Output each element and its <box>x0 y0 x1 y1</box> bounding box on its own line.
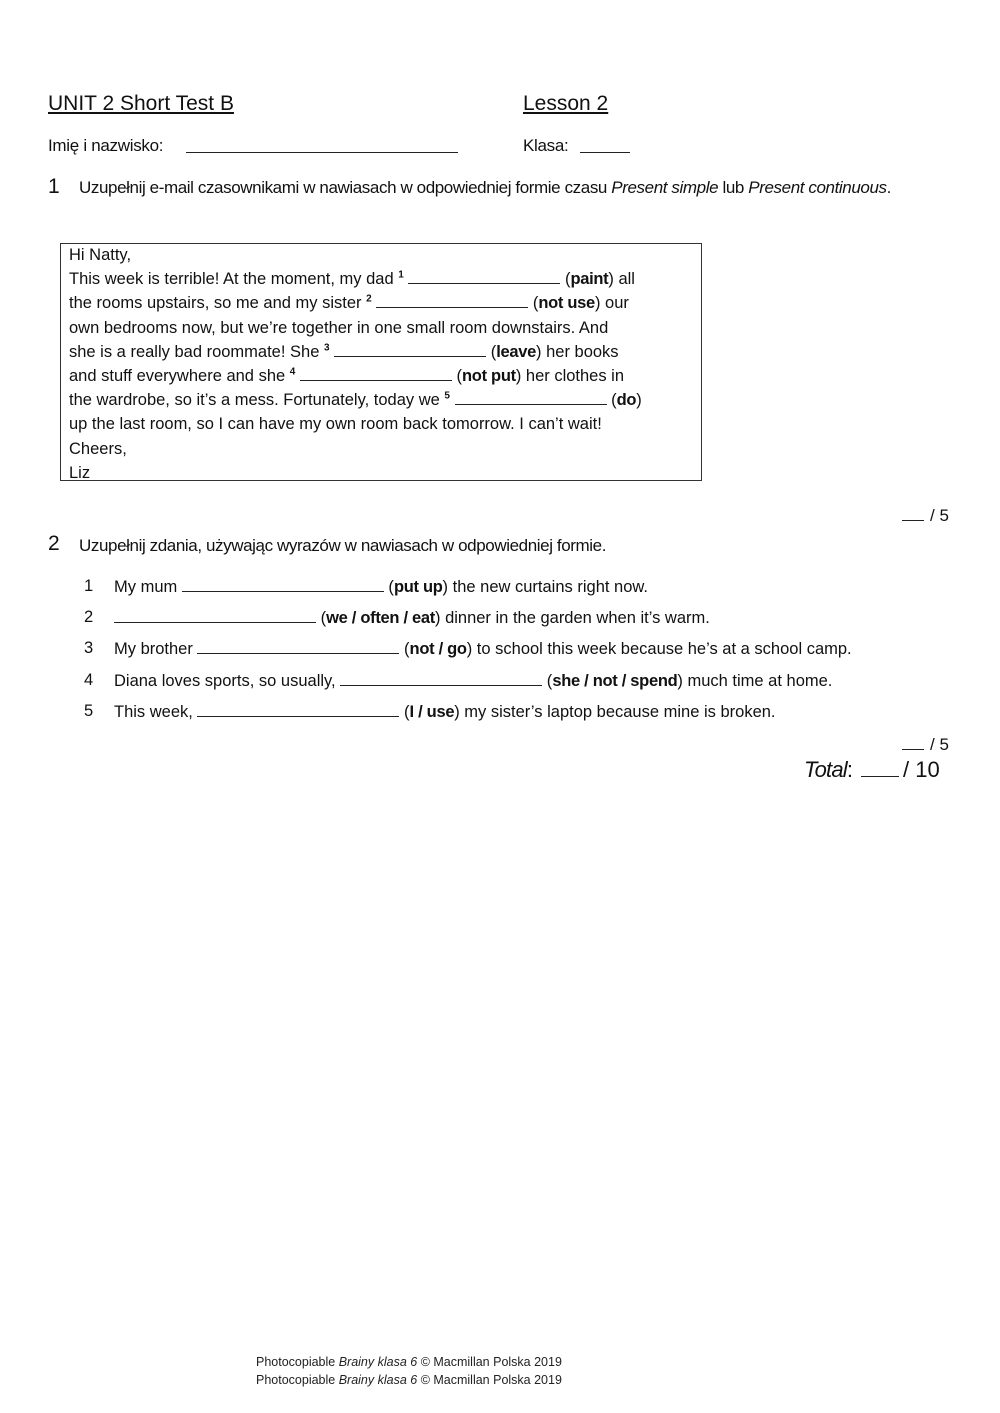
gap-5-blank[interactable] <box>455 390 607 405</box>
sentence-5-verb: I / use <box>409 703 455 721</box>
email-sign-off: Cheers, <box>69 439 127 458</box>
footer-prefix: Photocopiable <box>256 1373 339 1387</box>
sentence-text: My brother (not / go) to school this week because he’s at a school camp. <box>114 640 852 658</box>
email-text: ) her books <box>536 342 619 361</box>
email-text: the rooms upstairs, so me and my sister <box>69 294 367 313</box>
task1-instruction-italic-1: Present simple <box>611 178 719 197</box>
sentence-number: 1 <box>84 577 94 595</box>
sentence-row <box>84 639 964 663</box>
gap-number: 5 <box>444 390 450 402</box>
footer-book: Brainy klasa 6 <box>338 1355 418 1369</box>
gap-number: 3 <box>323 342 330 354</box>
email-text: the wardrobe, so it’s a mess. Fortunately, today we <box>69 391 445 410</box>
total-label: Total <box>804 757 847 782</box>
sentence-after: ) to school this week because he’s at a school camp. <box>466 640 852 658</box>
sentence-row <box>84 702 964 726</box>
email-text: ) her clothes in <box>515 367 625 386</box>
gap-1-blank[interactable] <box>408 269 560 284</box>
sentence-2-blank[interactable] <box>114 608 316 623</box>
email-line-6: and stuff everywhere and she $^4$ (not put) her clothes in <box>69 366 625 386</box>
total-score-blank[interactable] <box>861 758 899 777</box>
gap-3-blank[interactable] <box>334 342 486 357</box>
sentence-before: This week, <box>114 703 198 721</box>
sentence-after: ) the new curtains right now. <box>442 578 648 596</box>
task1-instruction-text: Uzupełnij e-mail czasownikami w nawiasach w odpowiedniej formie czasu <box>79 178 612 197</box>
sentence-3-verb: not / go <box>409 640 467 658</box>
task1-number: 1 <box>48 175 60 198</box>
email-line-5: she is a really bad roommate! She $^3$ (leave) her books <box>69 342 619 361</box>
email-greeting: Hi Natty, <box>69 246 132 264</box>
email-text: ) our <box>594 294 629 313</box>
sentence-before: My brother <box>114 640 198 658</box>
sentence-number: 2 <box>84 608 94 626</box>
footer-prefix: Photocopiable <box>256 1355 339 1369</box>
gap-number: 2 <box>366 293 372 305</box>
email-line-3: the rooms upstairs, so me and my sister $^2$ (not use) our <box>69 293 629 313</box>
test-title: UNIT 2 Short Test B <box>48 92 234 115</box>
sentence-row <box>84 671 964 695</box>
gap-number: 4 <box>289 366 296 378</box>
footer-line <box>256 1373 562 1387</box>
total-colon: : <box>846 757 854 782</box>
sentence-text: This week, (I / use) my sister’s laptop because mine is broken. <box>114 703 776 721</box>
gap-number: 1 <box>398 269 404 281</box>
email-text: This week is terrible! At the moment, my dad <box>69 270 399 289</box>
gap-2-verb: not use <box>538 294 595 313</box>
email-text: ) all <box>608 270 635 289</box>
total-score <box>804 757 940 783</box>
task2-score <box>902 735 949 755</box>
sentence-row <box>84 577 964 601</box>
task2-number: 2 <box>48 532 60 555</box>
sentence-text: Diana loves sports, so usually, (she / not / spend) much time at home. <box>114 672 833 690</box>
gap-2-blank[interactable] <box>376 293 528 308</box>
task2-score-blank[interactable] <box>902 735 924 750</box>
sentence-after: ) much time at home. <box>677 672 833 690</box>
email-text: and stuff everywhere and she <box>69 367 290 386</box>
lesson-title: Lesson 2 <box>523 92 609 115</box>
gap-5-verb: do <box>616 391 637 410</box>
footer-line <box>256 1355 562 1369</box>
email-line-4: own bedrooms now, but we’re together in one small room downstairs. And <box>69 318 609 337</box>
sentence-text: My mum (put up) the new curtains right now. <box>114 578 648 596</box>
email-line-2: This week is terrible! At the moment, my dad $^1$ (paint) all <box>69 269 635 289</box>
task2-score-max: / 5 <box>930 735 949 754</box>
task1-instruction-italic-2: Present continuous <box>748 178 887 197</box>
name-field-line[interactable] <box>186 152 458 153</box>
email-text: she is a really bad roommate! She <box>69 342 324 361</box>
sentence-number: 4 <box>84 671 94 689</box>
email-signature: Liz <box>69 463 91 482</box>
gap-4-blank[interactable] <box>300 366 452 381</box>
sentence-3-blank[interactable] <box>197 639 399 654</box>
sentence-5-blank[interactable] <box>197 702 399 717</box>
email-text: ) <box>636 391 642 410</box>
sentence-number: 3 <box>84 639 94 657</box>
email-box <box>60 243 702 481</box>
task2-instruction: Uzupełnij zdania, używając wyrazów w nawiasach w odpowiedniej formie. <box>79 536 607 555</box>
sentence-4-verb: she / not / spend <box>552 672 678 690</box>
class-field-line[interactable] <box>580 152 630 153</box>
sentence-before: My mum <box>114 578 182 596</box>
email-line-7: the wardrobe, so it’s a mess. Fortunately, today we $^5$ (do) <box>69 390 642 410</box>
task1-score <box>902 506 949 526</box>
task1-instruction-end: . <box>886 178 891 197</box>
footer-suffix: © Macmillan Polska 2019 <box>417 1373 562 1387</box>
sentence-1-verb: put up <box>393 578 443 596</box>
sentence-after: ) dinner in the garden when it’s warm. <box>434 609 710 627</box>
task1-instruction <box>79 175 939 201</box>
sentence-number: 5 <box>84 702 94 720</box>
gap-3-verb: leave <box>496 342 537 361</box>
total-max: / 10 <box>903 757 940 782</box>
gap-4-verb: not put <box>462 367 516 386</box>
sentence-2-verb: we / often / eat <box>326 609 435 627</box>
sentence-before: Diana loves sports, so usually, <box>114 672 341 690</box>
gap-1-verb: paint <box>570 270 609 289</box>
name-label: Imię i nazwisko: <box>48 136 164 155</box>
task1-score-max: / 5 <box>930 506 949 525</box>
footer-suffix: © Macmillan Polska 2019 <box>417 1355 562 1369</box>
sentence-1-blank[interactable] <box>182 577 384 592</box>
sentence-after: ) my sister’s laptop because mine is broken. <box>454 703 776 721</box>
email-line-8: up the last room, so I can have my own room back tomorrow. I can’t wait! <box>69 415 602 434</box>
sentence-row <box>84 608 964 632</box>
task1-instruction-text-2: lub <box>718 178 749 197</box>
sentence-text: (we / often / eat) dinner in the garden when it’s warm. <box>114 608 710 628</box>
class-label: Klasa: <box>523 136 569 155</box>
footer-book: Brainy klasa 6 <box>338 1373 418 1387</box>
sentence-4-blank[interactable] <box>340 671 542 686</box>
task1-score-blank[interactable] <box>902 506 924 521</box>
